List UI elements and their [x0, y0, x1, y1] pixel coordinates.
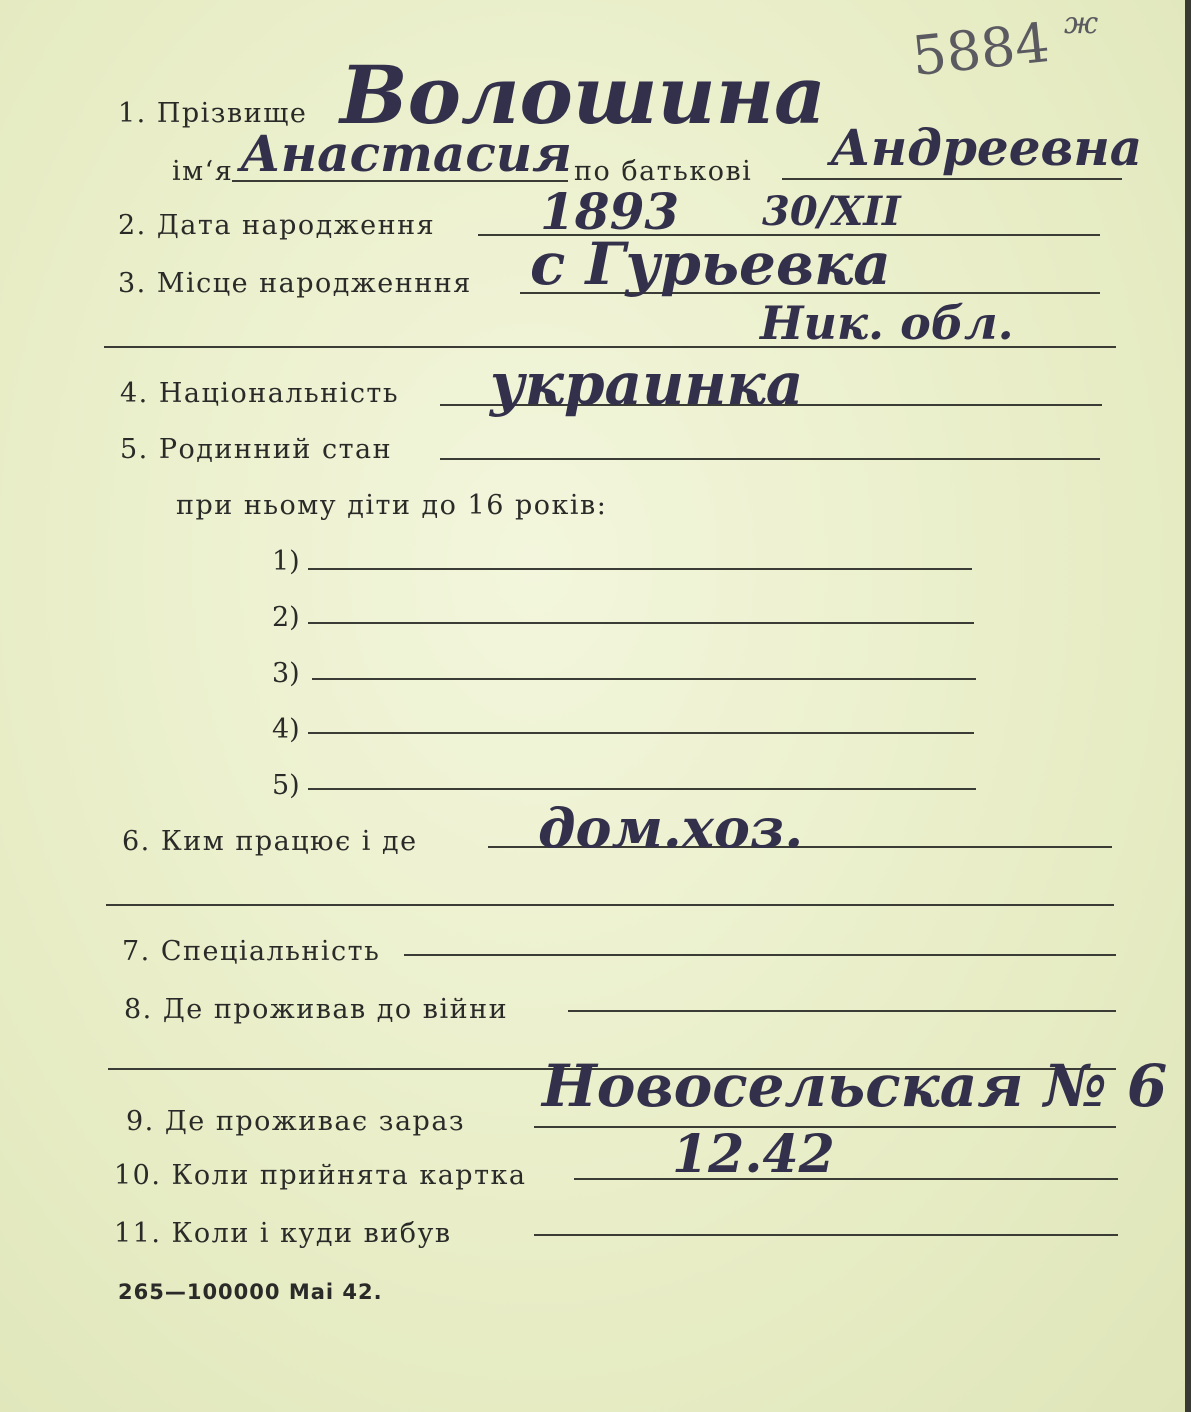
- archive-number-suffix: ж: [1064, 6, 1099, 41]
- name-label: ім‘я: [172, 156, 234, 187]
- prewar-line: [568, 1010, 1116, 1012]
- child-4-number: 4): [272, 714, 300, 745]
- child-2-line: [308, 622, 974, 624]
- archive-number: 5884: [909, 10, 1053, 89]
- specialty-line: [404, 954, 1116, 956]
- child-3-line: [312, 678, 976, 680]
- card-accepted-line: [574, 1178, 1118, 1180]
- card-accepted-value: 12.42: [672, 1124, 835, 1185]
- patronymic-value: Андреевна: [830, 118, 1143, 177]
- birth-place-line-2: [104, 346, 1116, 348]
- child-2-number: 2): [272, 602, 300, 633]
- child-5-number: 5): [272, 770, 300, 801]
- current-residence-value: Новосельская № 6: [542, 1052, 1168, 1120]
- birth-day-value: 30/XII: [762, 188, 901, 235]
- birth-place-value-2: Ник. обл.: [760, 296, 1014, 350]
- child-4-line: [308, 732, 974, 734]
- work-value: дом.хоз.: [538, 796, 804, 860]
- marital-label: 5. Родинний стан: [120, 434, 393, 465]
- nationality-value: украинка: [490, 350, 804, 418]
- work-label: 6. Ким працює і де: [122, 826, 418, 857]
- work-line-2: [106, 904, 1114, 906]
- departed-label: 11. Коли і куди вибув: [114, 1218, 452, 1249]
- surname-value: Волошина: [340, 48, 826, 142]
- children-label: при ньому діти до 16 років:: [176, 490, 608, 521]
- prewar-label: 8. Де проживав до війни: [124, 994, 509, 1025]
- name-value: Анастасия: [240, 124, 572, 183]
- marital-line: [440, 458, 1100, 460]
- specialty-label: 7. Спеціальність: [122, 936, 381, 967]
- patronymic-line: [782, 178, 1122, 180]
- birth-place-value-1: с Гурьевка: [530, 230, 891, 298]
- patronymic-label: по батькові: [574, 156, 753, 187]
- child-3-number: 3): [272, 658, 300, 689]
- current-residence-label: 9. Де проживає зараз: [126, 1106, 466, 1137]
- birth-year-value: 1893: [540, 182, 680, 241]
- departed-line: [534, 1234, 1118, 1236]
- child-1-number: 1): [272, 546, 300, 577]
- surname-label: 1. Прізвище: [118, 98, 308, 129]
- birth-place-label: 3. Місце народженння: [118, 268, 472, 299]
- card-accepted-label: 10. Коли прийнята картка: [114, 1160, 527, 1191]
- child-1-line: [308, 568, 972, 570]
- nationality-label: 4. Національність: [120, 378, 400, 409]
- birth-date-label: 2. Дата народження: [118, 210, 436, 241]
- child-5-line: [308, 788, 976, 790]
- print-code: 265—100000 Маі 42.: [118, 1280, 383, 1304]
